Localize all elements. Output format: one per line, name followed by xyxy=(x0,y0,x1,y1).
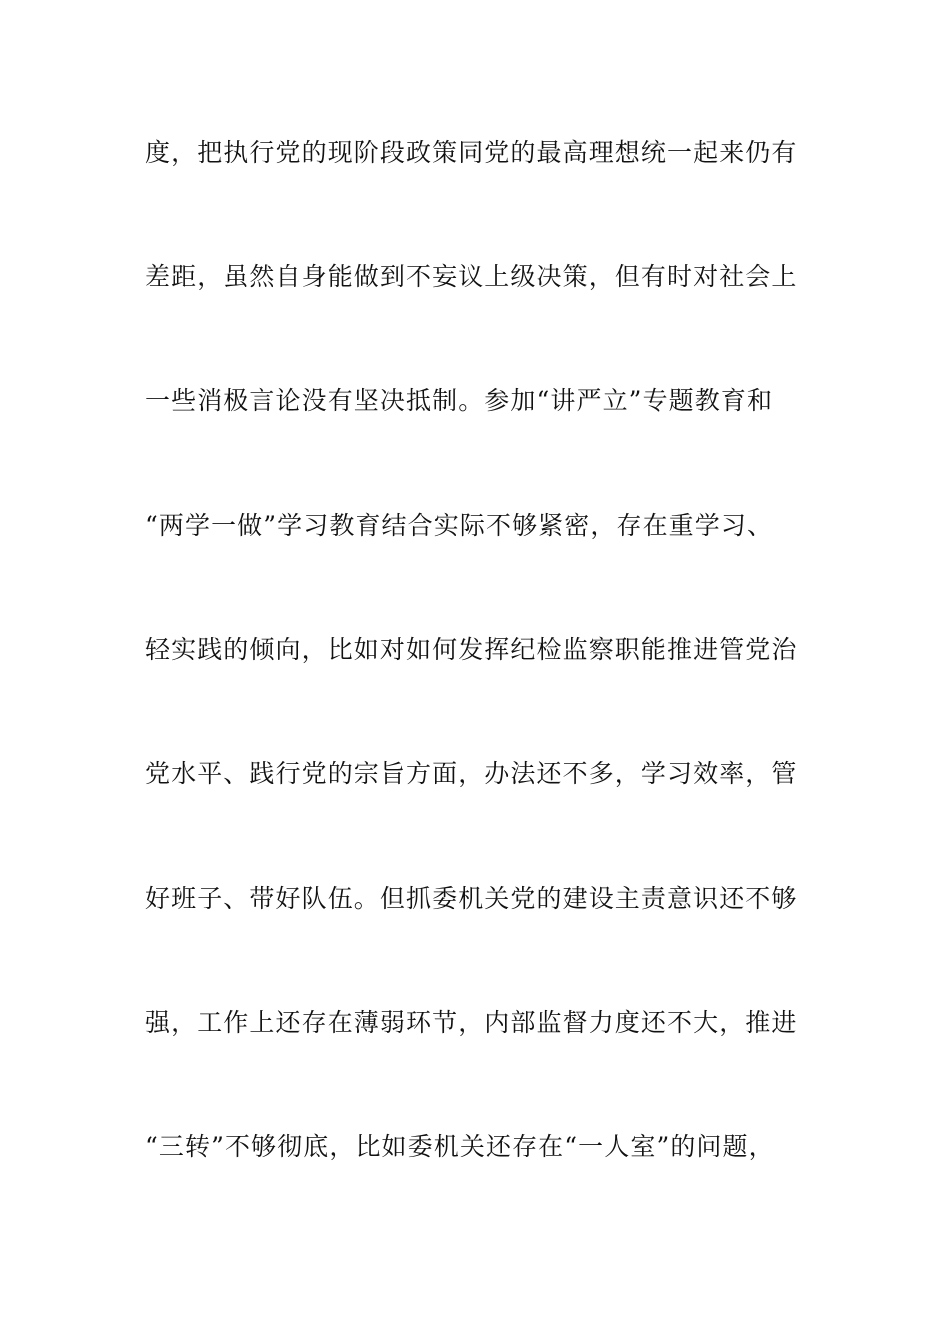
paragraph-line-5: 轻实践的倾向，比如对如何发挥纪检监察职能推进管党治 xyxy=(145,635,798,664)
paragraph-line-8: 强，工作上还存在薄弱环节，内部监督力度还不大，推进 xyxy=(145,1008,798,1037)
paragraph-line-4: “两学一做”学习教育结合实际不够紧密，存在重学习、 xyxy=(145,511,774,540)
paragraph-line-7: 好班子、带好队伍。但抓委机关党的建设主责意识还不够 xyxy=(145,884,798,913)
paragraph-line-1: 度，把执行党的现阶段政策同党的最高理想统一起来仍有 xyxy=(145,138,798,167)
paragraph-line-6: 党水平、践行党的宗旨方面，办法还不多，学习效率，管 xyxy=(145,759,798,788)
paragraph-line-3: 一些消极言论没有坚决抵制。参加“讲严立”专题教育和 xyxy=(145,386,774,415)
paragraph-line-2: 差距，虽然自身能做到不妄议上级决策，但有时对社会上 xyxy=(145,262,798,291)
paragraph-line-9: “三转”不够彻底，比如委机关还存在“一人室”的问题， xyxy=(145,1132,775,1161)
